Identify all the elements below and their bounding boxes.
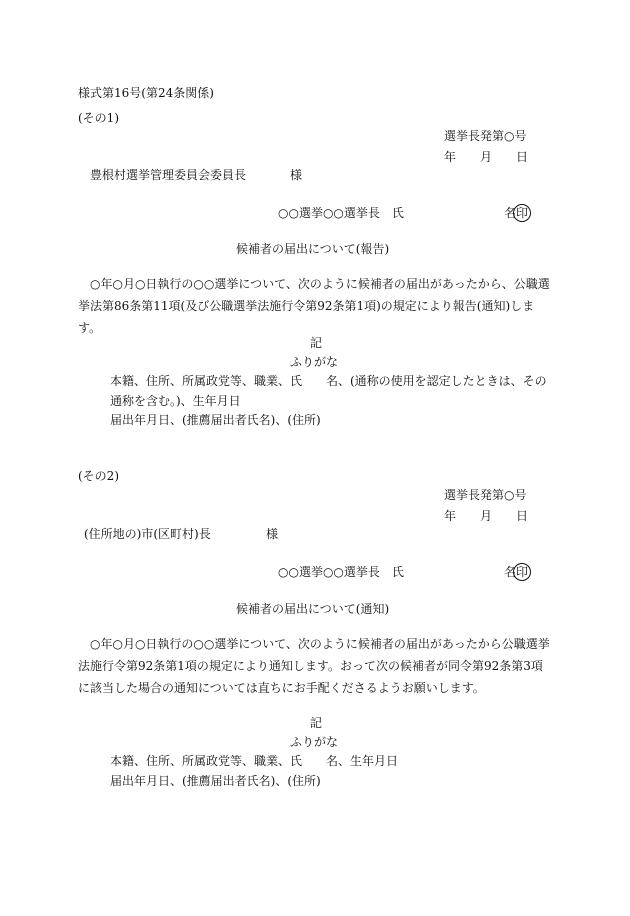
part2-title: 候補者の届出について(通知)	[236, 602, 390, 616]
part1-items-line2: 通称を含む。)、生年月日	[110, 394, 241, 408]
part1-furigana: ふりがな	[290, 355, 339, 369]
part2-doc-number: 選挙長発第○号	[444, 488, 527, 502]
part1-honorific: 様	[290, 168, 303, 182]
part1-items-line1: 本籍、住所、所属政党等、職業、氏 名、(通称の使用を認定したときは、その	[110, 374, 547, 388]
part2-seal-text: 名印	[504, 565, 529, 579]
part1-body: ○年○月○日執行の○○選挙について、次のように候補者の届出があったから、公職選挙法第86条第11項(及び公職選挙法施行令第92条第1項)の規定により報告(通知)します。	[78, 277, 550, 335]
part1-title: 候補者の届出について(報告)	[236, 242, 390, 256]
seal-circle-icon	[513, 563, 531, 581]
seal-circle-icon	[513, 204, 531, 222]
form-number: 様式第16号(第24条関係)	[78, 86, 214, 100]
part1-sender: ○○選挙○○選挙長 氏	[278, 206, 404, 220]
part2-honorific: 様	[266, 527, 279, 541]
part1-doc-number: 選挙長発第○号	[444, 129, 527, 143]
part1-ki: 記	[310, 336, 323, 350]
part1-addressee: 豊根村選挙管理委員会委員長	[90, 168, 247, 182]
part2-label: (その2)	[78, 469, 119, 483]
part2-items-line2: 届出年月日、(推薦届出者氏名)、(住所)	[110, 774, 321, 788]
part2-body: ○年○月○日執行の○○選挙について、次のように候補者の届出があったから公職選挙法施行令第92条第1項の規定により通知します。おって次の候補者が同令第92条第3項に該当した場合の通知については直ちにお手配くださるようお願いします。	[78, 637, 550, 695]
part1-seal-text: 名印	[504, 206, 529, 220]
part2-date-line: 年 月 日	[444, 509, 529, 523]
part2-items-line1: 本籍、住所、所属政党等、職業、氏 名、生年月日	[110, 754, 399, 768]
part1-date-line: 年 月 日	[444, 150, 529, 164]
part2-addressee: (住所地の)市(区町村)長	[84, 527, 211, 541]
part1-seal	[504, 207, 528, 219]
part2-furigana: ふりがな	[290, 735, 339, 749]
part2-sender: ○○選挙○○選挙長 氏	[278, 565, 404, 579]
part1-label: (その1)	[78, 111, 119, 125]
part1-items-line3: 届出年月日、(推薦届出者氏名)、(住所)	[110, 413, 321, 427]
part2-seal	[504, 566, 528, 578]
part2-ki: 記	[310, 716, 323, 730]
